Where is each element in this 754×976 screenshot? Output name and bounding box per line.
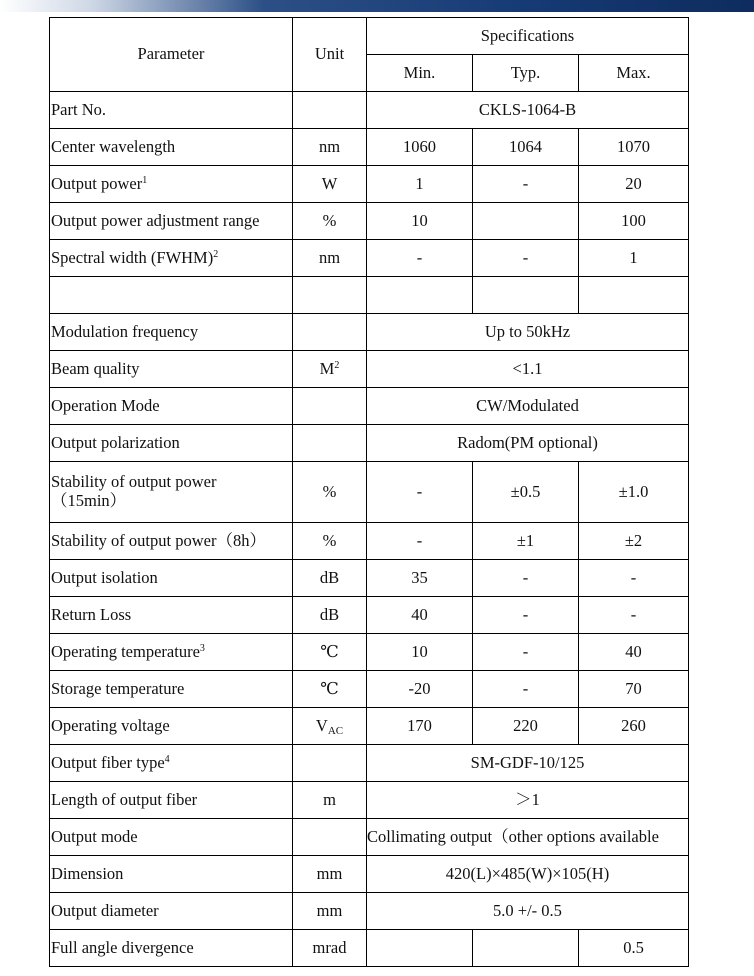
max-value: 260 [579, 708, 689, 745]
row-center-wavelength [50, 129, 689, 166]
row-spectral-width [50, 240, 689, 277]
spec-value: 420(L)×485(W)×105(H) [367, 856, 689, 893]
param-label: Output power adjustment range [50, 203, 293, 240]
unit-cell: mm [293, 856, 367, 893]
row-adjustment-range [50, 203, 689, 240]
row-operation-mode [50, 388, 689, 425]
unit-cell [293, 388, 367, 425]
param-label: Full angle divergence [50, 930, 293, 967]
row-modulation-frequency [50, 314, 689, 351]
max-value: 20 [579, 166, 689, 203]
unit-cell: m [293, 782, 367, 819]
unit-cell: mm [293, 893, 367, 930]
row-part-no [50, 92, 689, 129]
spec-value: CKLS-1064-B [367, 92, 689, 129]
min-value: 1060 [367, 129, 473, 166]
min-value: 170 [367, 708, 473, 745]
max-value: - [579, 560, 689, 597]
header-min: Min. [367, 55, 473, 92]
min-value: -20 [367, 671, 473, 708]
typ-value: 220 [473, 708, 579, 745]
row-empty [50, 277, 689, 314]
param-label: Storage temperature [50, 671, 293, 708]
empty-cell [367, 277, 473, 314]
param-label [50, 634, 293, 671]
param-label: Output mode [50, 819, 293, 856]
row-operating-voltage [50, 708, 689, 745]
unit-cell: nm [293, 240, 367, 277]
unit-cell [293, 314, 367, 351]
typ-value [473, 930, 579, 967]
footnote-marker: 4 [164, 753, 170, 765]
header-specifications: Specifications [367, 18, 689, 55]
param-label: Center wavelength [50, 129, 293, 166]
param-text: Output fiber type [51, 752, 165, 772]
param-label: Part No. [50, 92, 293, 129]
param-label: Operation Mode [50, 388, 293, 425]
row-stability-8h [50, 523, 689, 560]
max-value: 70 [579, 671, 689, 708]
max-value: ±2 [579, 523, 689, 560]
row-output-fiber-type [50, 745, 689, 782]
typ-value: 1064 [473, 129, 579, 166]
unit-cell: dB [293, 560, 367, 597]
unit-text: M [319, 358, 335, 378]
param-label: Output isolation [50, 560, 293, 597]
unit-cell: dB [293, 597, 367, 634]
typ-value: - [473, 240, 579, 277]
row-operating-temperature [50, 634, 689, 671]
param-text-line2: （15min） [51, 491, 127, 510]
typ-value: - [473, 560, 579, 597]
param-label [50, 462, 293, 523]
min-value: - [367, 240, 473, 277]
spec-value: Up to 50kHz [367, 314, 689, 351]
param-label: Beam quality [50, 351, 293, 388]
typ-value: - [473, 597, 579, 634]
spec-value: <1.1 [367, 351, 689, 388]
param-label: Operating voltage [50, 708, 293, 745]
header-typ: Typ. [473, 55, 579, 92]
param-label: Output diameter [50, 893, 293, 930]
param-text: Operating temperature [51, 641, 200, 661]
unit-cell: nm [293, 129, 367, 166]
min-value: 10 [367, 634, 473, 671]
spec-value: SM-GDF-10/125 [367, 745, 689, 782]
unit-cell [293, 819, 367, 856]
max-value: 100 [579, 203, 689, 240]
row-output-diameter [50, 893, 689, 930]
spec-value: CW/Modulated [367, 388, 689, 425]
param-text: Spectral width (FWHM) [51, 247, 214, 267]
unit-cell: mrad [293, 930, 367, 967]
row-stability-15min [50, 462, 689, 523]
min-value [367, 930, 473, 967]
row-length-output-fiber [50, 782, 689, 819]
unit-cell [293, 92, 367, 129]
row-dimension [50, 856, 689, 893]
spec-value: Radom(PM optional) [367, 425, 689, 462]
param-label: Output polarization [50, 425, 293, 462]
row-output-mode [50, 819, 689, 856]
unit-subscript: AC [327, 724, 344, 737]
max-value: 1 [579, 240, 689, 277]
row-return-loss [50, 597, 689, 634]
row-output-isolation [50, 560, 689, 597]
unit-cell [293, 351, 367, 388]
spec-value: 5.0 +/- 0.5 [367, 893, 689, 930]
specifications-table [49, 17, 689, 967]
min-value: 35 [367, 560, 473, 597]
empty-cell [473, 277, 579, 314]
typ-value: - [473, 671, 579, 708]
min-value: 10 [367, 203, 473, 240]
footnote-marker: 1 [142, 174, 148, 186]
min-value: 1 [367, 166, 473, 203]
param-label: Return Loss [50, 597, 293, 634]
header-max: Max. [579, 55, 689, 92]
min-value: - [367, 523, 473, 560]
unit-cell [293, 708, 367, 745]
row-beam-quality [50, 351, 689, 388]
spec-value: Collimating output（other options available [367, 819, 689, 856]
typ-value: ±1 [473, 523, 579, 560]
param-text: Output power [51, 173, 143, 193]
param-label: Modulation frequency [50, 314, 293, 351]
unit-superscript: 2 [334, 359, 340, 371]
max-value: 40 [579, 634, 689, 671]
header-unit: Unit [293, 18, 367, 92]
param-label: Stability of output power（8h） [50, 523, 293, 560]
min-value: 40 [367, 597, 473, 634]
footnote-marker: 3 [199, 642, 205, 654]
param-label: Length of output fiber [50, 782, 293, 819]
row-storage-temperature [50, 671, 689, 708]
top-banner-bar [0, 0, 754, 12]
max-value: 1070 [579, 129, 689, 166]
spec-value: ＞1 [367, 782, 689, 819]
param-label [50, 240, 293, 277]
header-row [50, 18, 689, 55]
row-output-power [50, 166, 689, 203]
unit-cell [293, 425, 367, 462]
empty-cell [579, 277, 689, 314]
unit-cell [293, 745, 367, 782]
param-label [50, 745, 293, 782]
unit-cell: W [293, 166, 367, 203]
footnote-marker: 2 [213, 248, 219, 260]
unit-cell: % [293, 462, 367, 523]
typ-value [473, 203, 579, 240]
unit-text: V [315, 715, 328, 735]
max-value: ±1.0 [579, 462, 689, 523]
row-output-polarization [50, 425, 689, 462]
max-value: 0.5 [579, 930, 689, 967]
max-value: - [579, 597, 689, 634]
unit-cell: % [293, 203, 367, 240]
typ-value: ±0.5 [473, 462, 579, 523]
row-full-angle-divergence [50, 930, 689, 967]
min-value: - [367, 462, 473, 523]
unit-cell: ℃ [293, 634, 367, 671]
unit-cell: % [293, 523, 367, 560]
param-label [50, 166, 293, 203]
typ-value: - [473, 166, 579, 203]
header-parameter: Parameter [50, 18, 293, 92]
empty-cell [50, 277, 293, 314]
param-label: Dimension [50, 856, 293, 893]
empty-cell [293, 277, 367, 314]
param-text-line1: Stability of output power [51, 472, 217, 492]
unit-cell: ℃ [293, 671, 367, 708]
typ-value: - [473, 634, 579, 671]
